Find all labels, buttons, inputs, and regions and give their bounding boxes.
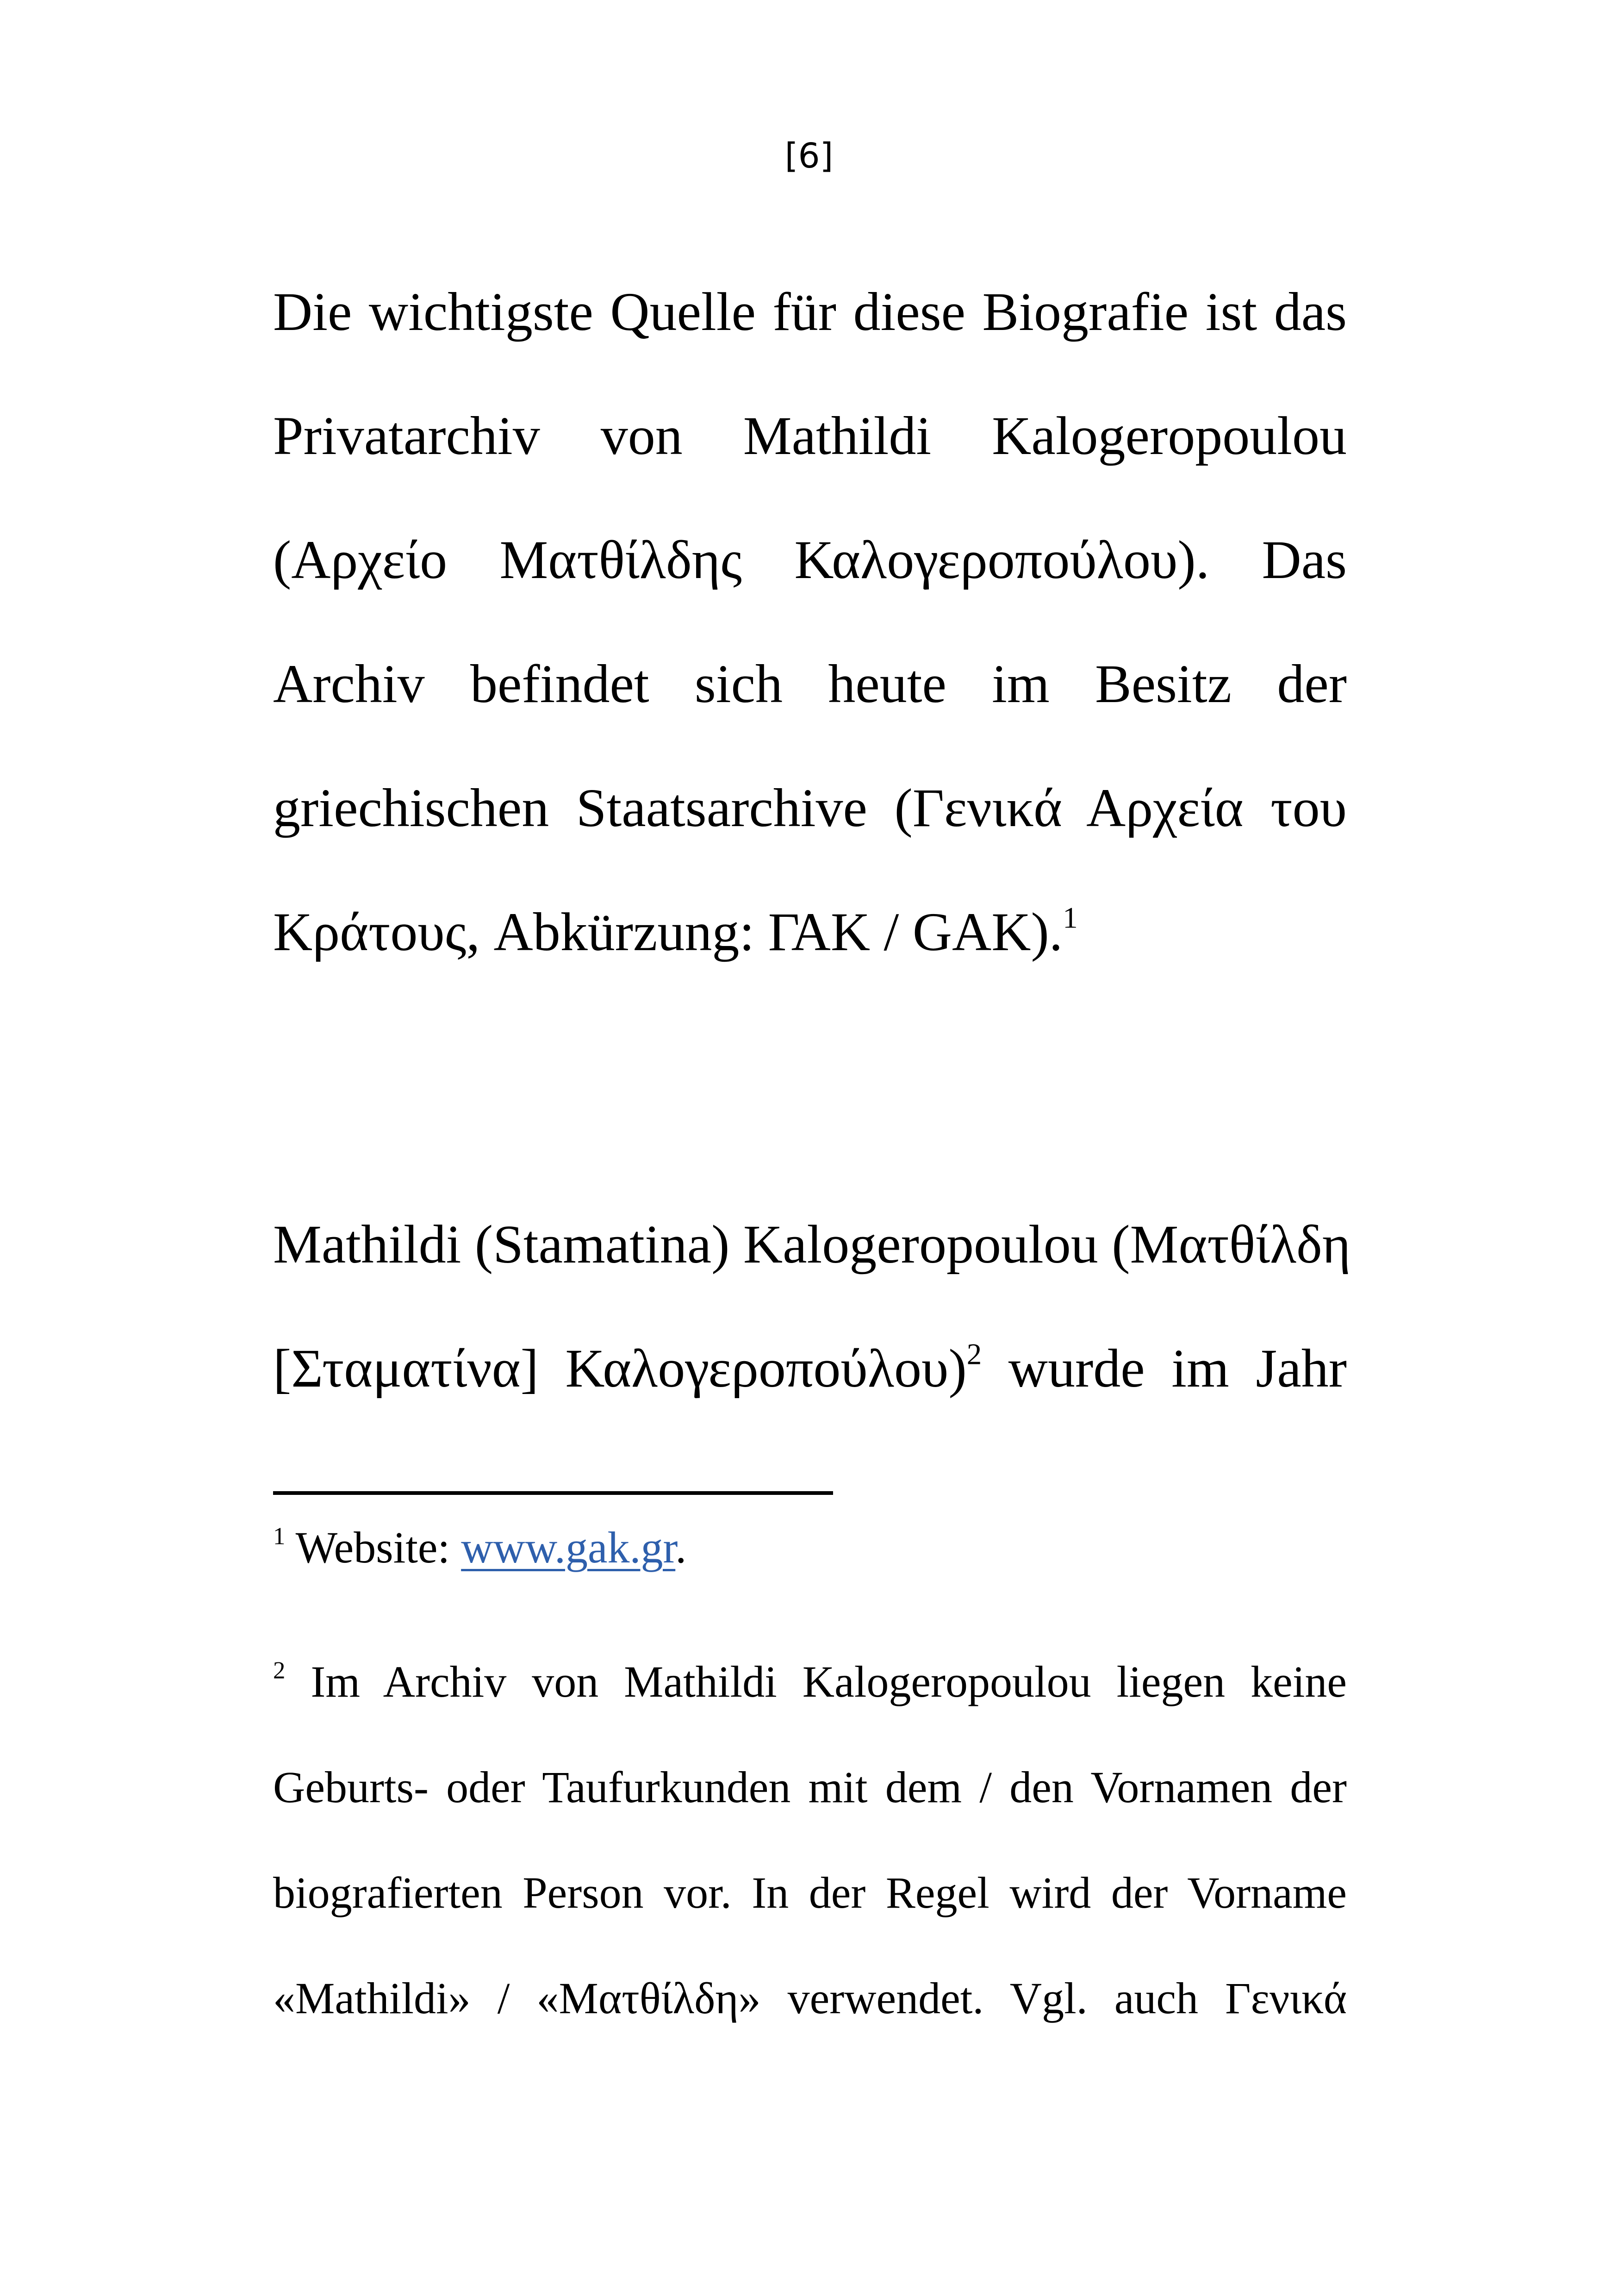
paragraph-line: Privatarchiv von Mathildi Kalogeropoulou (273, 405, 1347, 466)
footnote-1 (273, 1495, 1347, 1600)
paragraph-line: Mathildi (Stamatina) Kalogeropoulou (Ματθίλδη (273, 1214, 1351, 1275)
footnote-line (273, 1495, 1347, 1600)
footnote-text: Im Archiv von Mathildi Kalogeropoulou liegen keine (285, 1657, 1347, 1706)
paragraph-line: Die wichtigste Quelle für diese Biografie ist das (273, 281, 1347, 342)
body-paragraph-2 (273, 1182, 1351, 1431)
footnote-line (273, 1629, 1347, 1735)
footnote-text: Website: (285, 1523, 461, 1572)
page-number: [6] (784, 136, 834, 176)
paragraph-line-text: wurde im Jahr (982, 1338, 1347, 1399)
website-link[interactable]: www.gak.gr (461, 1523, 676, 1572)
footnote-reference-2[interactable]: 2 (966, 1338, 982, 1371)
paragraph-line (273, 1307, 1347, 1431)
body-paragraph-1 (273, 250, 1347, 994)
footnote-number: 2 (273, 1657, 286, 1684)
footnote-line: biografierten Person vor. In der Regel wird der Vorname (273, 1868, 1347, 1917)
footnote-text: . (675, 1523, 687, 1572)
footnote-number: 1 (273, 1523, 286, 1550)
footnote-reference-1[interactable]: 1 (1063, 901, 1078, 935)
paragraph-line: griechischen Staatsarchive (Γενικά Αρχεία του (273, 778, 1347, 838)
paragraph-line: Archiv befindet sich heute im Besitz der (273, 653, 1347, 714)
paragraph-line: (Αρχείο Ματθίλδης Καλογεροπούλου). Das (273, 529, 1347, 590)
paragraph-line-text: Κράτους, Abkürzung: ΓΑΚ / GAK). (273, 902, 1063, 962)
paragraph-last-line (273, 870, 1347, 994)
footnote-2 (273, 1629, 1347, 2051)
footnote-line: Geburts- oder Taufurkunden mit dem / den Vornamen der (273, 1762, 1347, 1812)
footnote-line: «Mathildi» / «Ματθίλδη» verwendet. Vgl. auch Γενικά (273, 1973, 1347, 2023)
footnote-separator (273, 1491, 833, 1495)
paragraph-line-text: [Σταματίνα] Καλογεροπούλου) (273, 1338, 967, 1399)
